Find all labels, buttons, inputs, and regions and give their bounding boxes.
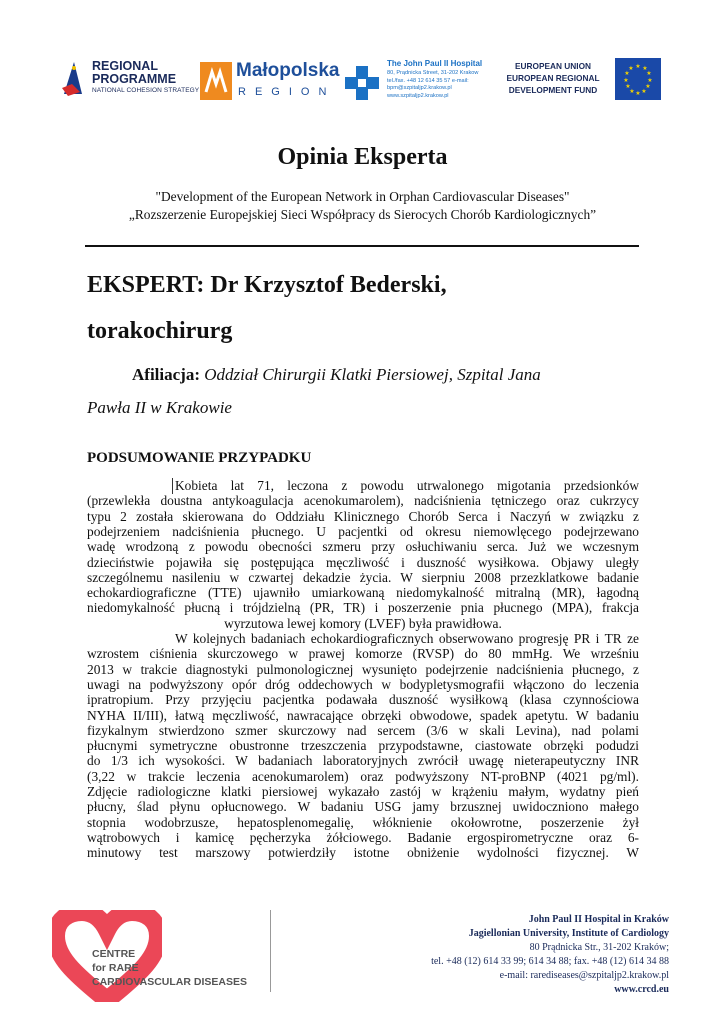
- title-divider: [85, 245, 639, 247]
- body-line: minutowy test marszowy potwierdziły istotne obniżenie wydolności fizycznej. W: [87, 845, 639, 861]
- body-line: płucnymi symetryczne obustronne trzeszczenia przypodstawne, ciastowate obrzęki podudzi: [87, 738, 639, 754]
- regional-line2: PROGRAMME: [92, 72, 177, 86]
- body-line: (przewlekła doustna antykoagulacja acenokumarolem), nadciśnienia tętniczego oraz cukrzycy: [87, 493, 639, 509]
- regional-line1: REGIONAL: [92, 59, 158, 73]
- centre-line1: CENTRE: [92, 948, 136, 960]
- regional-programme-logo: [60, 56, 200, 106]
- footer-divider: [270, 910, 271, 992]
- body-line: szczególnemu nasileniu w czwartej dekadzie życia. W sierpniu 2008 przezklatkowe badanie: [87, 569, 639, 585]
- body-line: wzrostem ciśnienia skurczowego w prawej komorze (RVSP) do 80 mmHg. We wrześniu: [87, 646, 639, 662]
- malopolska-name: Małopolska: [236, 60, 340, 81]
- svg-text:★: ★: [629, 88, 635, 95]
- text-cursor: [172, 478, 173, 494]
- centre-line2: for RARE: [92, 962, 139, 974]
- body-line: W kolejnych badaniach echokardiograficznych obserwowano progresję PR i TR ze: [175, 631, 639, 646]
- body-line: wadę wrodzoną z powodu obecności szmeru przy osłuchiwaniu serca. Już we wczesnym: [87, 539, 639, 555]
- expert-specialty: torakochirurg: [87, 318, 233, 344]
- body-line: (3,22 w trakcie leczenia acenokumarolem) oraz podwyższony NT-proBNP (4021 pg/ml).: [87, 768, 639, 784]
- affiliation-label: Afiliacja:: [132, 365, 200, 384]
- eu-flag-icon: [615, 58, 661, 100]
- malopolska-icon: [200, 62, 232, 100]
- medical-cross-icon: [343, 64, 381, 102]
- affiliation: [132, 365, 541, 385]
- malopolska-logo: [200, 58, 340, 104]
- subtitle-polish: „Rozszerzenie Europejskiej Sieci Współpracy ds Sierocych Chorób Kardiologicznych”: [128, 207, 597, 222]
- body-line: typu 2 została skierowana do Oddziału Klinicznego Chorób Serca i Naczyń w związku z: [87, 508, 639, 524]
- body-line: płucny, ślad płynu opłucnowego. W badaniu USG jamy brzusznej uwidoczniono małego: [87, 799, 639, 815]
- svg-text:★: ★: [642, 65, 648, 72]
- body-line: fizykalnym stwierdzono szmer skurczowy nad sercem (3/6 w skali Levina), nad polami: [87, 722, 639, 738]
- body-line: dzieciństwie pojawiła się postępująca męczliwość i duszność wysiłkowa. Objawy uległy: [87, 554, 639, 570]
- body-line: NYHA II/III), łatwą męczliwość, nawracające obrzęki obwodowe, spadek apetytu. W badaniu: [87, 707, 639, 723]
- body-line: 2013 w trakcie diagnostyki pulmonologicznej wysunięto podejrzenie nadciśnienia płucnego, z: [87, 661, 639, 677]
- body-line: Zdjęcie radiologiczne klatki piersiowej wykazało zastój w krążeniu małym, wydatny pień: [87, 784, 639, 799]
- hospital-website: www.szpitaljp2.krakow.pl: [387, 92, 449, 99]
- svg-text:★: ★: [623, 77, 629, 84]
- svg-text:★: ★: [625, 83, 631, 90]
- footer-university: Jagiellonian University, Institute of Cardiology: [468, 928, 669, 939]
- body-line: Kobieta lat 71, leczona z powodu utrwalonego migotania przedsionków: [175, 478, 639, 493]
- regional-programme-icon: [60, 58, 86, 98]
- hospital-logo: [343, 58, 493, 112]
- eu-logo: [503, 58, 663, 104]
- document-title: Opinia Eksperta: [277, 144, 448, 170]
- body-line: niedomykalność płucną i trójdzielną (PR, TR) i poszerzenie pnia płucnego (MPA), frakcja: [87, 600, 639, 616]
- hospital-email: bpm@szpitaljp2.krakow.pl: [387, 85, 452, 92]
- regional-line3: NATIONAL COHESION STRATEGY: [92, 87, 200, 94]
- svg-text:★: ★: [635, 90, 641, 97]
- svg-text:★: ★: [635, 63, 641, 70]
- eu-line3: DEVELOPMENT FUND: [508, 85, 598, 95]
- expert-name: EKSPERT: Dr Krzysztof Bederski,: [87, 272, 447, 298]
- eu-line1: EUROPEAN UNION: [514, 61, 592, 71]
- svg-text:★: ★: [628, 65, 634, 72]
- body-line: podejrzeniem nadciśnienia płucnego. U pacjentki od okresu niemowlęcego podejrzewano: [87, 523, 639, 539]
- body-line: ipratropium. Przy przyjęciu pacjentka podawała duszność wysiłkową (klasa czynnościowa: [87, 692, 639, 708]
- body-line: stopnia wodobrzusze, hepatosplenomegalię, włóknienie okołowrotne, poszerzenie żył: [87, 814, 639, 830]
- eu-line2: EUROPEAN REGIONAL: [506, 73, 600, 83]
- centre-line3: CARDIOVASCULAR DISEASES: [92, 976, 247, 988]
- body-line: wyrzutowa lewej komory (LVEF) była prawidłowa.: [224, 615, 502, 631]
- body-line: do 1/3 ich wysokości. W badaniach laboratoryjnych zwrócił uwagę nieterapeutyczny INR: [87, 753, 639, 769]
- svg-text:★: ★: [646, 70, 652, 77]
- svg-text:★: ★: [647, 77, 653, 84]
- section-heading: PODSUMOWANIE PRZYPADKU: [87, 450, 312, 466]
- hospital-name: The John Paul II Hospital: [387, 59, 483, 68]
- affiliation-value: Oddział Chirurgii Klatki Piersiowej, Szpital Jana: [204, 365, 541, 384]
- svg-text:★: ★: [641, 88, 647, 95]
- body-line: echokardiograficzne (TTE) ujawniło umiarkowaną niedomykalność mitralną (MR), łagodną: [87, 585, 639, 601]
- footer-hospital: John Paul II Hospital in Kraków: [528, 914, 669, 925]
- affiliation-value-cont: Pawła II w Krakowie: [87, 398, 232, 417]
- footer-address: 80 Prądnicka Str., 31-202 Kraków;: [529, 942, 669, 953]
- centre-rare-cardio-logo: [52, 910, 277, 1002]
- hospital-phone: tel./fax. +48 12 614 35 57 e-mail:: [387, 77, 469, 84]
- svg-text:★: ★: [645, 83, 651, 90]
- malopolska-region: REGION: [238, 86, 336, 98]
- body-line: wątrobowych i kamicę pęcherzyka żółciowego. Badanie ergospirometryczne oraz 6-: [87, 829, 639, 845]
- footer-email: e-mail: rarediseases@szpitaljp2.krakow.pl: [499, 970, 669, 981]
- hospital-address: 80, Prądnicka Street, 31-202 Krakow: [387, 70, 479, 76]
- footer-phone: tel. +48 (12) 614 33 99; 614 34 88; fax. +48 (12) 614 34 88: [431, 956, 669, 967]
- footer-website: www.crcd.eu: [614, 984, 669, 995]
- subtitle-english: "Development of the European Network in Orphan Cardiovascular Diseases": [155, 189, 570, 204]
- svg-text:★: ★: [624, 70, 630, 77]
- body-line: uwagi na podwyższony opór dróg oddechowych w bodypletysmografii włączono do leczenia: [87, 676, 639, 692]
